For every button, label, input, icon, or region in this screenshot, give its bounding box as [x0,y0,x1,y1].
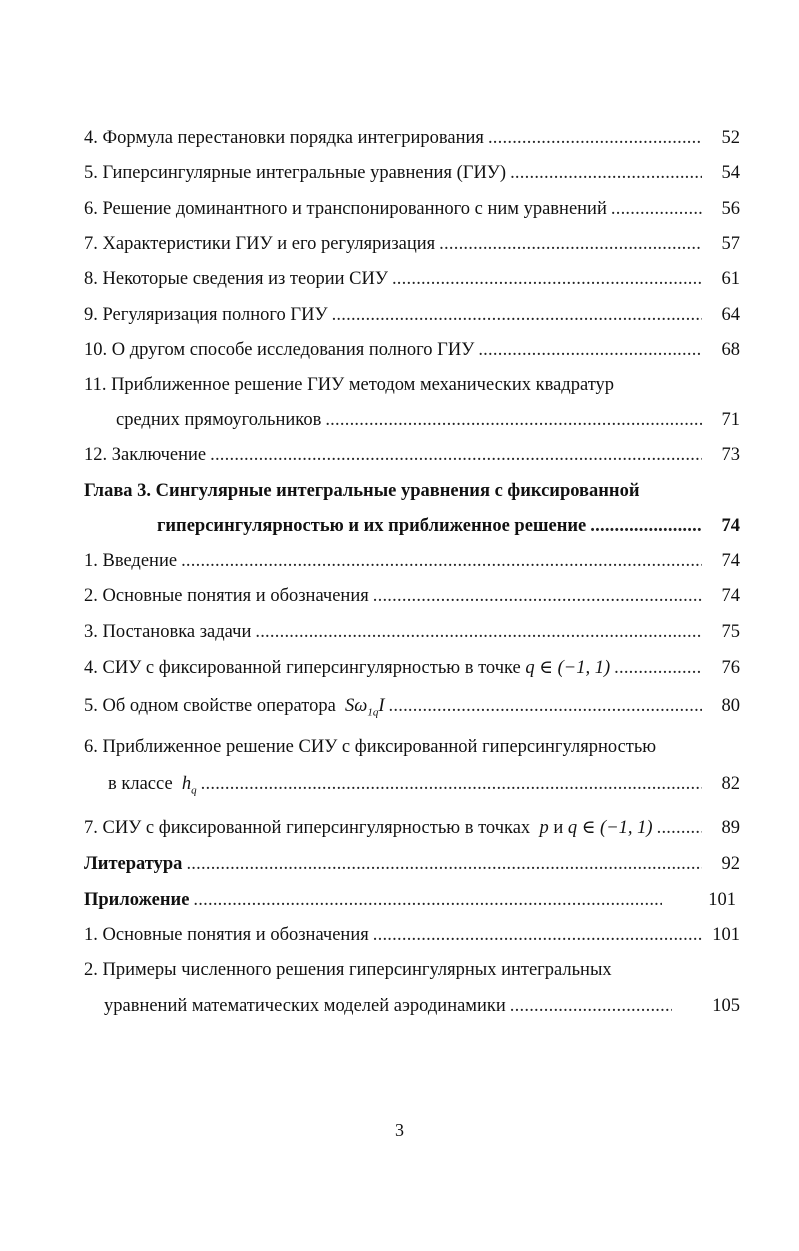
toc-page-number: 105 [712,996,740,1016]
toc-entry-title-line1[interactable]: 2. Примеры численного решения гиперсингулярных интегральных [84,960,612,980]
toc-entry-title: 6. Решение доминантного и транспонированного с ним уравнений [84,199,607,219]
toc-entry-title: Литература [84,854,183,874]
chapter-heading-line2: гиперсингулярностью и их приближенное решение [157,516,587,536]
conjunction: и [548,818,568,838]
toc-entry-title-line2: средних прямоугольников [116,410,322,430]
toc-entry-title: 3. Постановка задачи [84,622,252,642]
dot-leader [201,772,702,796]
toc-entry[interactable] [84,443,740,467]
dot-leader [255,620,702,644]
toc-page-number: 82 [721,774,740,794]
toc-entry[interactable] [84,923,740,947]
toc-entry[interactable] [84,620,740,644]
dot-leader [193,888,662,912]
toc-page-number: 75 [721,622,740,642]
toc-page-number: 68 [721,340,740,360]
toc-page-number: 73 [721,445,740,465]
toc-entry[interactable] [116,408,740,432]
dot-leader [614,656,702,680]
math-variable-p: p [539,818,549,838]
math-operator: Sω [345,696,368,716]
dot-leader [332,303,702,327]
chapter-heading-line1[interactable]: Глава 3. Сингулярные интегральные уравнения с фиксированной [84,481,640,501]
toc-entry[interactable] [84,126,740,150]
math-class: h [181,774,192,794]
dot-leader [392,267,702,291]
math-expression: q ∈ (−1, 1) [525,658,611,678]
toc-page-number: 64 [721,305,740,325]
toc-entry[interactable] [84,197,740,221]
toc-entry-text: 5. Об одном свойстве оператора [84,696,336,716]
toc-entry[interactable] [84,232,740,256]
dot-leader [488,126,702,150]
toc-page-number: 89 [721,818,740,838]
toc-entry-appendix[interactable] [84,888,736,912]
toc-page-number: 76 [721,658,740,678]
dot-leader [389,694,702,718]
toc-entry-references[interactable] [84,852,740,876]
toc-entry[interactable] [84,694,740,725]
dot-leader [325,408,702,432]
toc-entry[interactable] [104,994,740,1018]
toc-entry-title-line1[interactable]: 11. Приближенное решение ГИУ методом механических квадратур [84,375,615,395]
toc-page-number: 80 [721,696,740,716]
toc-entry-title-line1[interactable]: 6. Приближенное решение СИУ с фиксированной гиперсингулярностью [84,737,657,757]
toc-entry-title: 10. О другом способе исследования полного ГИУ [84,340,475,360]
toc-page-number: 56 [721,199,740,219]
toc-page-number: 101 [712,925,740,945]
toc-entry-title [84,816,653,840]
dot-leader [478,338,702,362]
math-subscript: 1q [367,706,379,719]
dot-leader [186,852,702,876]
toc-page-number: 101 [708,890,736,910]
dot-leader [657,816,702,840]
toc-entry[interactable] [84,161,740,185]
math-subscript: q [191,784,197,797]
toc-entry-title-line2: уравнений математических моделей аэродинамики [104,996,506,1016]
toc-entry[interactable] [84,267,740,291]
toc-entry-title: Приложение [84,890,190,910]
toc-page-number: 54 [721,163,740,183]
math-expression: q ∈ (−1, 1) [567,818,653,838]
math-operator-tail: I [378,696,385,716]
toc-page-number: 52 [721,128,740,148]
dot-leader [439,232,702,256]
toc-page-number: 74 [721,516,740,536]
toc-entry-title: 4. Формула перестановки порядка интегрирования [84,128,484,148]
toc-page-number: 61 [721,269,740,289]
toc-entry-title: 2. Основные понятия и обозначения [84,586,369,606]
toc-entry-title [84,694,385,725]
toc-entry[interactable] [84,338,740,362]
toc-entry-text: 4. СИУ с фиксированной гиперсингулярностью в точке [84,658,521,678]
dot-leader [373,584,702,608]
toc-entry-title: 7. Характеристики ГИУ и его регуляризация [84,234,436,254]
toc-entry[interactable] [108,772,740,803]
toc-entry-title: 9. Регуляризация полного ГИУ [84,305,328,325]
dot-leader [181,549,702,573]
toc-entry[interactable] [84,656,740,680]
toc-entry-title: 1. Введение [84,551,178,571]
toc-entry-title [84,656,610,680]
dot-leader [590,514,702,538]
dot-leader [373,923,702,947]
dot-leader [210,443,702,467]
toc-entry-title-line2 [108,772,197,803]
chapter-heading[interactable] [157,514,740,538]
toc-entry[interactable] [84,584,740,608]
page-footer-number: 3 [395,1120,404,1140]
toc-entry-title: 1. Основные понятия и обозначения [84,925,369,945]
toc-page-number: 57 [721,234,740,254]
dot-leader [510,994,672,1018]
toc-page-number: 74 [721,551,740,571]
toc-entry-title: 5. Гиперсингулярные интегральные уравнения (ГИУ) [84,163,507,183]
toc-entry[interactable] [84,303,740,327]
toc-entry-text: в классе [108,774,173,794]
toc-entry-text: 7. СИУ с фиксированной гиперсингулярностью в точках [84,818,531,838]
dot-leader [510,161,702,185]
toc-entry[interactable] [84,816,740,840]
toc-page-number: 71 [721,410,740,430]
toc-entry[interactable] [84,549,740,573]
toc-page-number: 92 [721,854,740,874]
dot-leader [611,197,702,221]
toc-entry-title: 8. Некоторые сведения из теории СИУ [84,269,388,289]
toc-entry-title: 12. Заключение [84,445,207,465]
toc-page-number: 74 [721,586,740,606]
